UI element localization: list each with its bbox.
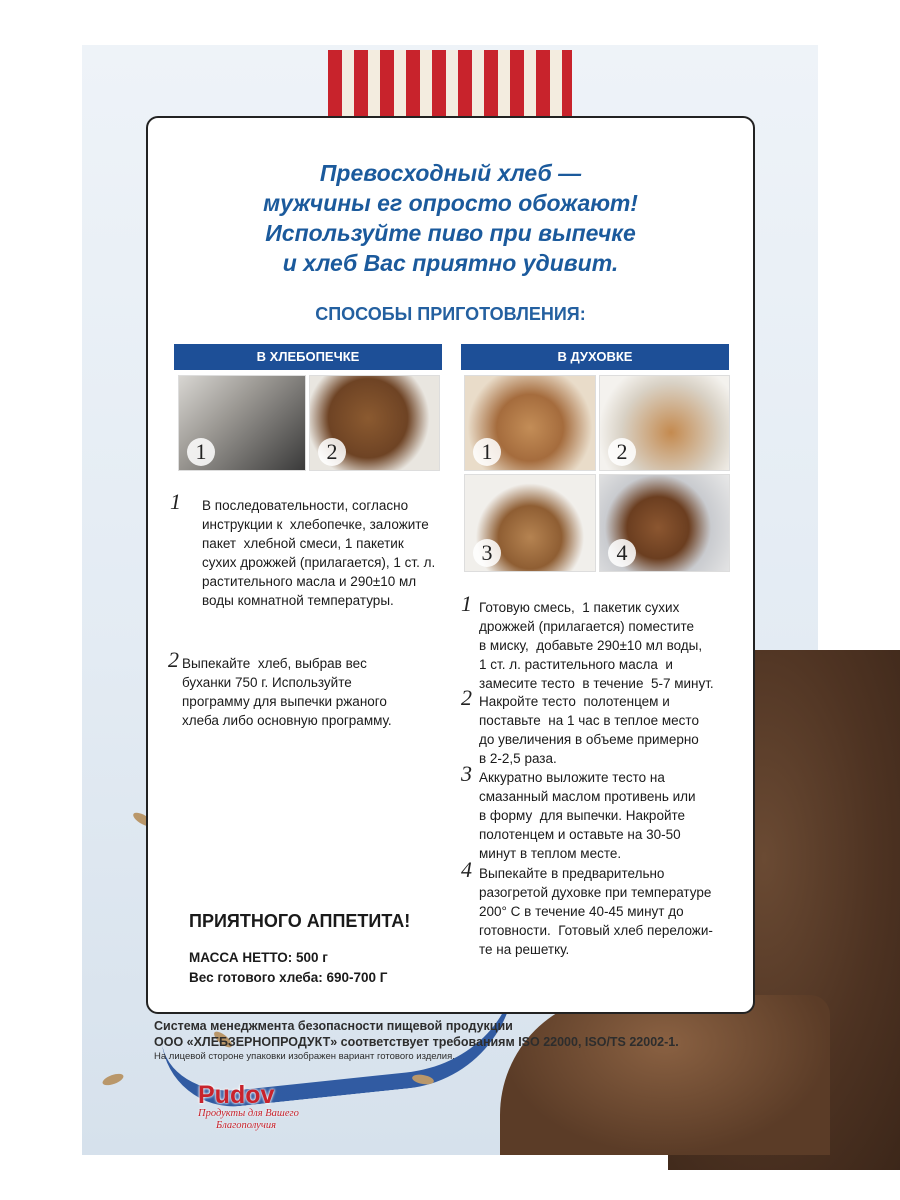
step-text: Аккуратно выложите тесто на смазанный маслом противень или в форму для выпечки. Накройте полотенцем и оставьте на 30-50 минут в теплом месте. (479, 770, 696, 861)
photo-number: 2 (608, 438, 636, 466)
step-text: В последовательности, согласно инструкции к хлебопечке, заложите пакет хлебной смеси, 1 пакетик сухих дрожжей (прилагается), 1 ст. л. растительного масла и 290±10 мл воды комнатной температуры. (202, 498, 436, 608)
certification-footer (154, 1018, 754, 1063)
step-number: 2 (461, 685, 472, 710)
headline-line: Используйте пиво при выпечке (265, 220, 636, 246)
brand-logo (198, 1082, 308, 1140)
grain-decoration (101, 1072, 125, 1088)
bread-weight: Вес готового хлеба: 690-700 Г (189, 970, 388, 985)
headline-line: и хлеб Вас приятно удивит. (282, 250, 619, 276)
step-text: Накройте тесто полотенцем и поставьте на 1 час в теплое место до увеличения в объеме примерно в 2-2,5 раза. (479, 694, 699, 766)
oven-photo-4 (599, 474, 730, 572)
photo-number: 4 (608, 539, 636, 567)
footer-note: На лицевой стороне упаковки изображен вариант готового изделия. (154, 1051, 455, 1062)
step-text: Выпекайте хлеб, выбрав вес буханки 750 г. Используйте программу для выпечки ржаного хлеба либо основную программу. (182, 656, 392, 728)
step-number: 4 (461, 857, 472, 882)
brand-tagline: Благополучия (216, 1120, 276, 1131)
breadmaker-heading: В ХЛЕБОПЕЧКЕ (174, 344, 442, 370)
appetite-heading: ПРИЯТНОГО АППЕТИТА! (189, 911, 411, 931)
headline-line: Превосходный хлеб — (319, 160, 582, 186)
step-text: Готовую смесь, 1 пакетик сухих дрожжей (прилагается) поместите в миску, добавьте 290±10 мл воды, 1 ст. л. растительного масла и замесите тесто в течение 5-7 минут. (479, 600, 714, 691)
oven-photo-1 (464, 375, 596, 471)
photo-number: 1 (187, 438, 215, 466)
step-text: Выпекайте в предварительно разогретой духовке при температуре 200° С в течение 40-45 минут до готовности. Готовый хлеб переложи- те на решетку. (479, 866, 713, 957)
oven-photo-3 (464, 474, 596, 572)
instruction-card (146, 116, 755, 1014)
headline-line: мужчины ег опросто обожают! (263, 190, 638, 216)
striped-top-band (328, 50, 572, 118)
photo-number: 2 (318, 438, 346, 466)
oven-photo-2 (599, 375, 730, 471)
oven-heading: В ДУХОВКЕ (461, 344, 729, 370)
methods-title: СПОСОБЫ ПРИГОТОВЛЕНИЯ: (315, 304, 586, 324)
footer-line: Система менеджмента безопасности пищевой продукции (154, 1019, 513, 1033)
breadmaker-photo-1 (178, 375, 306, 471)
step-number: 3 (461, 761, 472, 786)
brand-name: Pudov (198, 1081, 275, 1109)
footer-line: ООО «ХЛЕБЗЕРНОПРОДУКТ» соответствует требованиям ISO 22000, ISO/TS 22002-1. (154, 1035, 679, 1049)
step-number: 1 (170, 489, 181, 514)
photo-number: 1 (473, 438, 501, 466)
headline (148, 158, 753, 278)
step-number: 1 (461, 591, 472, 616)
step-number: 2 (168, 647, 179, 672)
weight-info (189, 948, 387, 988)
breadmaker-photo-2 (309, 375, 440, 471)
brand-tagline: Продукты для Вашего (198, 1108, 299, 1119)
net-weight: МАССА НЕТТО: 500 г (189, 950, 328, 965)
photo-number: 3 (473, 539, 501, 567)
